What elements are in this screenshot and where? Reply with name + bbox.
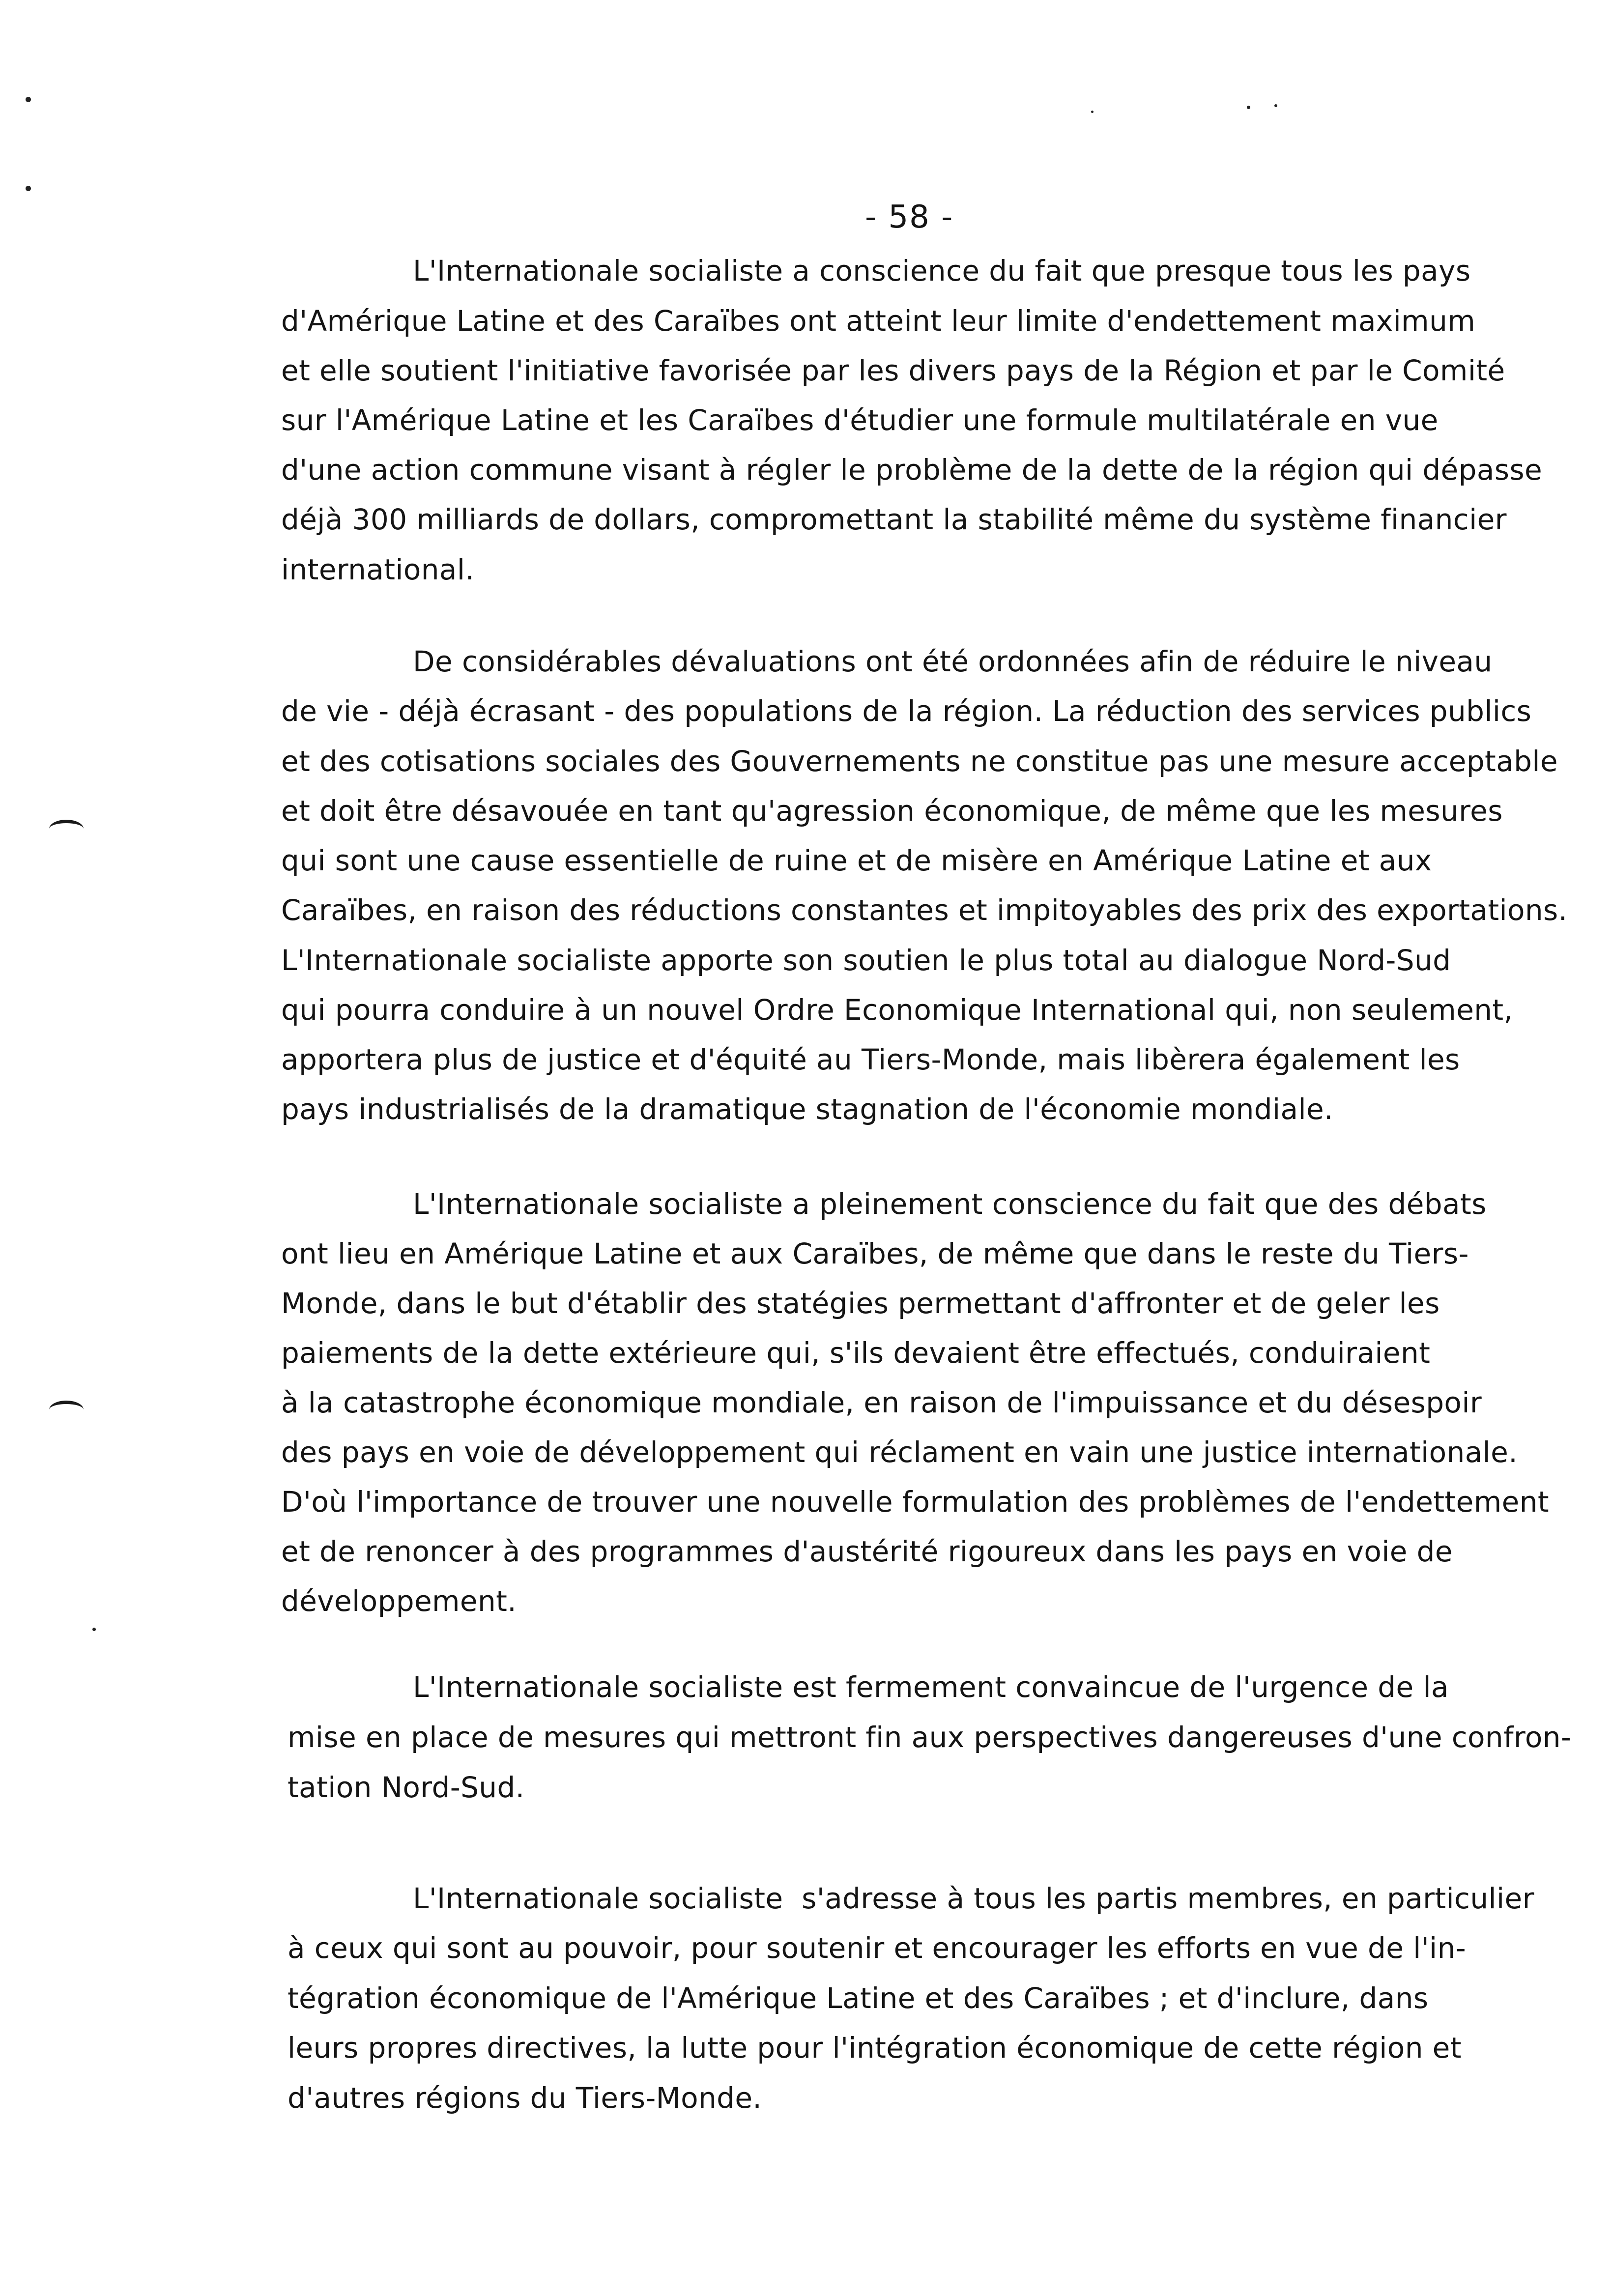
paragraph-1-line-5: d'une action commune visant à régler le problème de la dette de la région qui dépasse xyxy=(281,453,1543,487)
paragraph-2-line-9: apportera plus de justice et d'équité au Tiers-Monde, mais libèrera également les xyxy=(281,1043,1460,1076)
paragraph-5-line-1: L'Internationale socialiste s'adresse à tous les partis membres, en particulier xyxy=(413,1882,1534,1915)
scan-speck xyxy=(1091,111,1094,113)
scan-speck xyxy=(26,97,31,102)
paragraph-4-line-1: L'Internationale socialiste est fermement convaincue de l'urgence de la xyxy=(413,1670,1449,1704)
paragraph-2-line-4: et doit être désavouée en tant qu'agression économique, de même que les mesures xyxy=(281,794,1503,828)
paragraph-3-line-5: à la catastrophe économique mondiale, en raison de l'impuissance et du désespoir xyxy=(281,1386,1482,1419)
paragraph-1-line-2: d'Amérique Latine et des Caraïbes ont atteint leur limite d'endettement maximum xyxy=(281,304,1476,338)
paragraph-3-line-4: paiements de la dette extérieure qui, s'ils devaient être effectués, conduiraient xyxy=(281,1336,1431,1370)
paragraph-1-line-1: L'Internationale socialiste a conscience du fait que presque tous les pays xyxy=(413,254,1471,287)
paragraph-5-line-4: leurs propres directives, la lutte pour l'intégration économique de cette région et xyxy=(288,2031,1462,2065)
paragraph-4-line-3: tation Nord-Sud. xyxy=(288,1771,525,1804)
page-number: - 58 - xyxy=(865,199,954,235)
paragraph-5-line-3: tégration économique de l'Amérique Latine et des Caraïbes ; et d'inclure, dans xyxy=(288,1981,1429,2015)
punch-hole-mark xyxy=(49,1401,84,1419)
paragraph-1-line-4: sur l'Amérique Latine et les Caraïbes d'étudier une formule multilatérale en vue xyxy=(281,403,1439,437)
paragraph-2-line-5: qui sont une cause essentielle de ruine et de misère en Amérique Latine et aux xyxy=(281,844,1432,877)
paragraph-5-line-2: à ceux qui sont au pouvoir, pour soutenir et encourager les efforts en vue de l'in- xyxy=(288,1931,1467,1965)
paragraph-1-line-3: et elle soutient l'initiative favorisée par les divers pays de la Région et par le Comité xyxy=(281,354,1505,387)
paragraph-3-line-9: développement. xyxy=(281,1584,517,1618)
scan-speck xyxy=(92,1628,96,1631)
paragraph-1-line-7: international. xyxy=(281,553,475,586)
paragraph-2-line-6: Caraïbes, en raison des réductions constantes et impitoyables des prix des exportations. xyxy=(281,893,1568,927)
paragraph-3-line-8: et de renoncer à des programmes d'austérité rigoureux dans les pays en voie de xyxy=(281,1535,1453,1568)
paragraph-3-line-1: L'Internationale socialiste a pleinement conscience du fait que des débats xyxy=(413,1187,1487,1221)
paragraph-2-line-7: L'Internationale socialiste apporte son soutien le plus total au dialogue Nord-Sud xyxy=(281,944,1451,977)
paragraph-3-line-3: Monde, dans le but d'établir des statégies permettant d'affronter et de geler les xyxy=(281,1287,1440,1320)
paragraph-2-line-10: pays industrialisés de la dramatique stagnation de l'économie mondiale. xyxy=(281,1092,1333,1126)
paragraph-3-line-2: ont lieu en Amérique Latine et aux Caraïbes, de même que dans le reste du Tiers- xyxy=(281,1237,1469,1270)
punch-hole-mark xyxy=(49,820,84,838)
paragraph-2-line-3: et des cotisations sociales des Gouvernements ne constitue pas une mesure acceptable xyxy=(281,745,1558,778)
scan-speck xyxy=(26,186,31,191)
paragraph-4-line-2: mise en place de mesures qui mettront fin aux perspectives dangereuses d'une confron- xyxy=(288,1721,1572,1754)
paragraph-3-line-7: D'où l'importance de trouver une nouvelle formulation des problèmes de l'endettement xyxy=(281,1485,1549,1519)
paragraph-5-line-5: d'autres régions du Tiers-Monde. xyxy=(288,2081,762,2115)
scan-speck xyxy=(1247,106,1250,109)
paragraph-1-line-6: déjà 300 milliards de dollars, compromettant la stabilité même du système financier xyxy=(281,503,1507,536)
paragraph-2-line-2: de vie - déjà écrasant - des populations de la région. La réduction des services publics xyxy=(281,694,1532,728)
paragraph-2-line-1: De considérables dévaluations ont été ordonnées afin de réduire le niveau xyxy=(413,645,1493,678)
paragraph-3-line-6: des pays en voie de développement qui réclament en vain une justice internationale. xyxy=(281,1435,1518,1469)
scan-speck xyxy=(1274,104,1277,107)
paragraph-2-line-8: qui pourra conduire à un nouvel Ordre Economique International qui, non seulement, xyxy=(281,993,1513,1027)
